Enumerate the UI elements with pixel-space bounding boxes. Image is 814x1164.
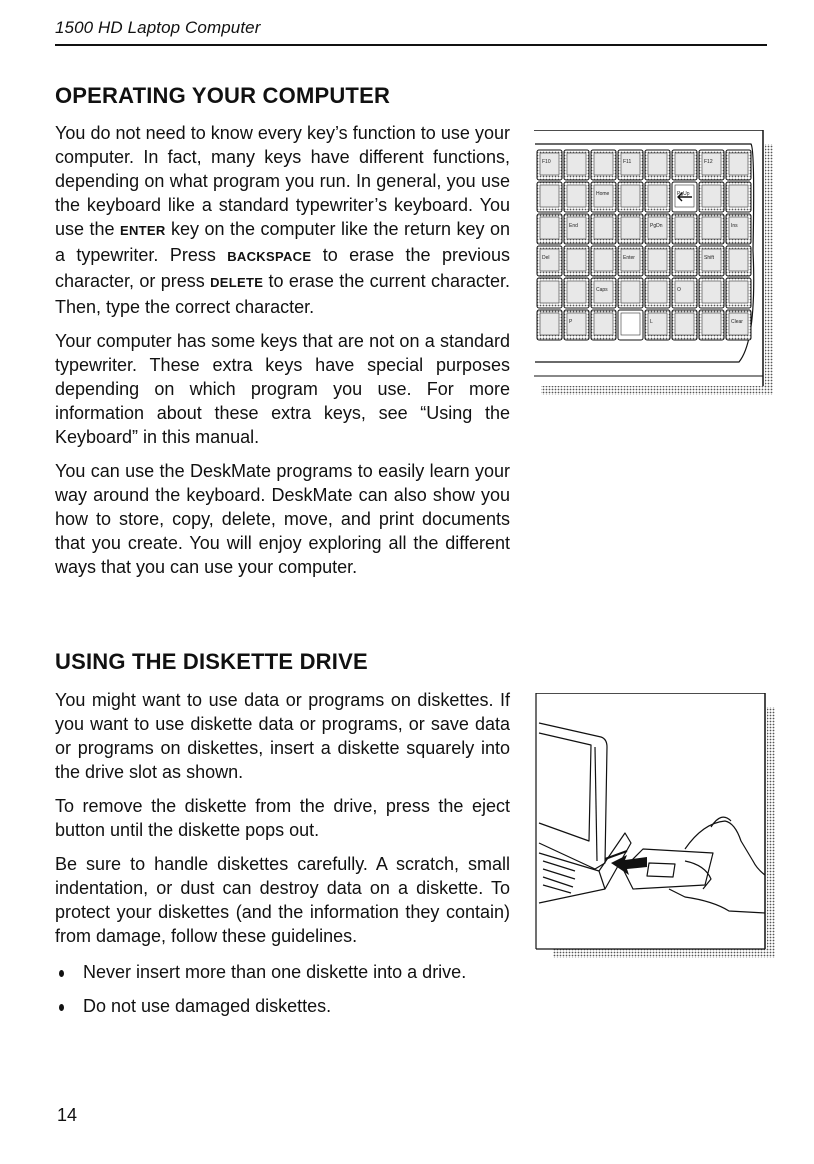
enter-key-label: ENTER — [120, 223, 166, 238]
keyboard-key-cap — [702, 185, 721, 207]
keyboard-key-cap — [594, 217, 613, 239]
keyboard-key-cap — [540, 217, 559, 239]
keyboard-key-cap — [702, 313, 721, 335]
page-number: 14 — [57, 1105, 78, 1125]
running-head: 1500 HD Laptop Computer — [55, 18, 261, 37]
section-title-operating: OPERATING YOUR COMPUTER — [55, 83, 391, 108]
delete-key-label: DELETE — [210, 275, 264, 290]
diskette-insertion-illustration — [535, 693, 777, 961]
keyboard-key-cap — [702, 217, 721, 239]
keyboard-key-label: Del — [542, 255, 550, 261]
keyboard-key-cap — [648, 281, 667, 303]
keyboard-key-cap — [540, 185, 559, 207]
keyboard-key-cap — [729, 281, 748, 303]
backspace-key-label: BACKSPACE — [227, 249, 312, 264]
operating-body — [55, 121, 510, 589]
keyboard-key-cap — [594, 313, 613, 335]
keyboard-key-cap — [540, 313, 559, 335]
operating-paragraph-2: Your computer has some keys that are not on a standard typewriter. These extra keys have special purposes depending on which program you use. For more information about these extra keys, see “Using the Keyboard” in this manual. — [55, 331, 510, 447]
keyboard-key-cap — [675, 153, 694, 175]
keyboard-key-label: P — [569, 319, 573, 325]
diskette-body — [55, 688, 510, 1028]
diskette — [623, 849, 713, 889]
keyboard-key-label: Clear — [731, 319, 743, 325]
keyboard-key-cap — [675, 249, 694, 271]
diskette-paragraph-1: You might want to use data or programs on diskettes. If you want to use diskette data or programs, or save data or programs on diskettes, insert a diskette squarely into the drive slot as shown. — [55, 690, 510, 782]
keyboard-key-cap — [729, 153, 748, 175]
keyboard-key-label: F12 — [704, 159, 713, 165]
keyboard-key-label: End — [569, 223, 578, 229]
keyboard-keys — [537, 150, 751, 340]
operating-paragraph-1 — [55, 121, 510, 319]
keyboard-key-cap — [594, 249, 613, 271]
keyboard-key-label: Ins — [731, 223, 738, 229]
keyboard-key-label: F11 — [623, 159, 632, 165]
guidelines-list — [55, 960, 510, 1018]
keyboard-key-cap — [648, 185, 667, 207]
laptop-base — [539, 833, 631, 903]
diskette-paragraph-3: Be sure to handle diskettes carefully. A scratch, small indentation, or dust can destroy data on a diskette. To protect your diskettes (and the information they contain) from damage, follow these guidelines. — [55, 854, 510, 946]
keyboard-key-label: Home — [596, 191, 610, 197]
keyboard-key-cap — [675, 313, 694, 335]
keyboard-key-cap — [567, 185, 586, 207]
hand — [685, 821, 765, 875]
keyboard-key-cap — [621, 185, 640, 207]
keyboard-key-label: F10 — [542, 159, 551, 165]
section-title-diskette: USING THE DISKETTE DRIVE — [55, 649, 368, 674]
keyboard-key-cap — [621, 313, 640, 335]
keyboard-key-cap — [702, 281, 721, 303]
text-run: You do not need to know every key’s function to use your computer. In fact, many keys have different functions, depending on what program you run. In general, you use the keyboard like a standard typewriter’s keyboard. You use the — [55, 123, 510, 239]
keyboard-key-cap — [621, 281, 640, 303]
keyboard-key-label: PgUp — [677, 191, 690, 197]
keyboard-illustration — [533, 130, 775, 398]
keyboard-key-cap — [648, 249, 667, 271]
guideline-item: Do not use damaged diskettes. — [55, 994, 510, 1018]
keyboard-key-label: Caps — [596, 287, 608, 293]
keyboard-key-cap — [675, 217, 694, 239]
keyboard-key-label: Shift — [704, 255, 715, 261]
operating-paragraph-3: You can use the DeskMate programs to easily learn your way around the keyboard. DeskMate can also show you how to store, copy, delete, move, and print documents that you create. You will enjoy exploring all the different ways that you can use your computer. — [55, 461, 510, 577]
insertion-arrow-icon — [611, 855, 647, 875]
text-run: to erase the current character. Then, type the correct character. — [55, 271, 510, 317]
keyboard-key-cap — [540, 281, 559, 303]
keyboard-key-label: Enter — [623, 255, 635, 261]
keyboard-key-cap — [567, 281, 586, 303]
keyboard-key-cap — [567, 249, 586, 271]
header-rule — [55, 44, 767, 46]
diskette-paragraph-2: To remove the diskette from the drive, press the eject button until the diskette pops out. — [55, 796, 510, 840]
keyboard-key-cap — [729, 185, 748, 207]
text-run: key on the computer like the return key on a typewriter. Press — [55, 219, 511, 265]
keyboard-key-cap — [729, 249, 748, 271]
keyboard-key-cap — [621, 217, 640, 239]
keyboard-key-label: O — [677, 287, 681, 293]
keyboard-key-cap — [594, 153, 613, 175]
keyboard-key-cap — [567, 153, 586, 175]
keyboard-key-cap — [648, 153, 667, 175]
keyboard-key-label: L — [650, 319, 653, 325]
guideline-item: Never insert more than one diskette into a drive. — [55, 960, 510, 984]
text-run: to erase the previous character, or press — [55, 245, 510, 291]
keyboard-key-label: PgDn — [650, 223, 663, 229]
